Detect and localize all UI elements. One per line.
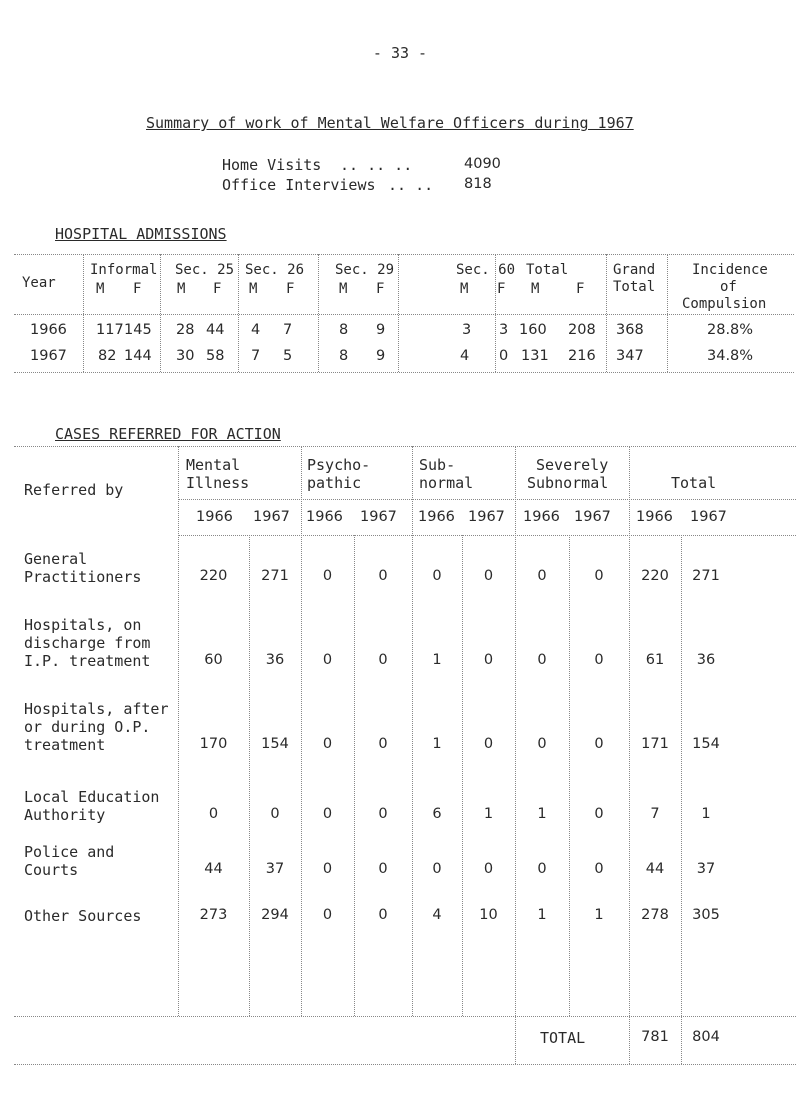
cell: 6 xyxy=(432,806,442,822)
header-compulsion: Compulsion xyxy=(682,296,767,312)
cell-year: 1966 xyxy=(30,322,67,338)
header-subnormal: Subnormal xyxy=(527,474,609,492)
cell: 216 xyxy=(568,348,596,364)
cell: 0 xyxy=(432,861,442,877)
row-label: Police and xyxy=(24,843,115,861)
row-label: Local Education xyxy=(24,788,160,806)
cell: 37 xyxy=(265,861,285,877)
column-rule xyxy=(83,254,84,372)
column-rule xyxy=(318,254,319,372)
column-rule xyxy=(354,535,355,1016)
row-label: Practitioners xyxy=(24,568,142,586)
cell: 61 xyxy=(645,652,665,668)
row-label: treatment xyxy=(24,736,106,754)
cell: 30 xyxy=(176,348,195,364)
cell-incidence: 34.8% xyxy=(707,348,754,364)
table-rule xyxy=(14,1016,796,1017)
header-incidence: Incidence xyxy=(692,262,768,278)
cell: 60 xyxy=(204,652,223,668)
header-m: M xyxy=(339,281,348,297)
cell: 8 xyxy=(339,322,349,338)
cell: 7 xyxy=(251,348,261,364)
column-rule xyxy=(569,535,570,1016)
total-1967: 804 xyxy=(692,1029,720,1045)
cell: 160 xyxy=(519,322,547,338)
header-year-1966: 1966 xyxy=(523,509,560,525)
header-year-1967: 1967 xyxy=(468,509,505,525)
office-interviews-dots: .. .. xyxy=(388,176,434,194)
cell: 1 xyxy=(537,806,547,822)
cell: 0 xyxy=(378,568,388,584)
table-rule xyxy=(14,446,796,447)
home-visits-dots: .. .. .. xyxy=(340,156,413,174)
cell: 170 xyxy=(199,736,228,752)
header-f: F xyxy=(376,281,385,297)
office-interviews-value: 818 xyxy=(464,176,492,192)
header-f: F xyxy=(497,281,506,297)
header-of: of xyxy=(720,279,737,295)
cell: 3 xyxy=(499,322,509,338)
cell: 1 xyxy=(483,806,494,822)
cell: 0 xyxy=(537,652,547,668)
header-severely: Severely xyxy=(536,456,609,474)
cell: 5 xyxy=(283,348,293,364)
header-year-1966: 1966 xyxy=(306,509,343,525)
column-rule xyxy=(249,535,250,1016)
cell: 0 xyxy=(378,652,388,668)
cell: 171 xyxy=(641,736,669,752)
home-visits-value: 4090 xyxy=(464,156,501,172)
office-interviews-label: Office Interviews xyxy=(222,176,376,194)
header-f: F xyxy=(286,281,295,297)
row-label: or during O.P. xyxy=(24,718,151,736)
cell-year: 1967 xyxy=(30,348,67,364)
column-rule xyxy=(412,446,413,1016)
column-rule xyxy=(301,446,302,1016)
cell: 0 xyxy=(537,861,547,877)
cell: 28 xyxy=(176,322,195,338)
cell: 271 xyxy=(692,568,720,584)
header-illness: Illness xyxy=(186,474,250,492)
header-year-1967: 1967 xyxy=(360,509,397,525)
cell: 7 xyxy=(283,322,293,338)
total-label: TOTAL xyxy=(540,1029,586,1047)
column-rule xyxy=(515,446,516,1064)
cell: 44 xyxy=(204,861,223,877)
header-m: M xyxy=(177,281,186,297)
cell: 0 xyxy=(378,806,388,822)
row-label: Hospitals, on xyxy=(24,616,142,634)
cell: 0 xyxy=(378,736,388,752)
header-sec25: Sec. 25 xyxy=(175,262,235,278)
cell: 36 xyxy=(696,652,716,668)
cell: 0 xyxy=(378,907,388,923)
cell: 0 xyxy=(432,568,442,584)
cell: 0 xyxy=(322,568,333,584)
row-label: discharge from xyxy=(24,634,151,652)
header-grand: Grand xyxy=(613,262,656,278)
cell: 305 xyxy=(692,907,720,923)
cell: 36 xyxy=(265,652,285,668)
header-psycho: Psycho- xyxy=(307,456,371,474)
column-rule xyxy=(606,254,607,372)
cell: 144 xyxy=(124,348,152,364)
header-year-1967: 1967 xyxy=(574,509,611,525)
header-grand-total: Total xyxy=(613,279,656,295)
cell: 58 xyxy=(206,348,225,364)
column-rule xyxy=(629,446,630,1064)
hospital-admissions-heading: HOSPITAL ADMISSIONS xyxy=(55,225,227,243)
header-m: M xyxy=(249,281,258,297)
column-rule xyxy=(667,254,668,372)
cell: 44 xyxy=(206,322,225,338)
cell: 0 xyxy=(322,806,333,822)
column-rule xyxy=(681,535,682,1064)
cell: 0 xyxy=(270,806,280,822)
cell: 37 xyxy=(696,861,716,877)
cell: 9 xyxy=(376,348,386,364)
cell: 4 xyxy=(460,348,470,364)
cell: 0 xyxy=(378,861,388,877)
header-f: F xyxy=(576,281,585,297)
cell: 154 xyxy=(692,736,720,752)
column-rule xyxy=(178,446,179,1016)
header-m: M xyxy=(531,281,540,297)
cell: 0 xyxy=(483,568,494,584)
cell: 145 xyxy=(124,322,152,338)
cell: 0 xyxy=(322,736,333,752)
cell: 1 xyxy=(594,907,604,923)
cell-grand-total: 368 xyxy=(616,322,644,338)
home-visits-label: Home Visits xyxy=(222,156,322,174)
cell: 10 xyxy=(479,907,498,923)
cell: 208 xyxy=(568,322,596,338)
cell: 3 xyxy=(462,322,472,338)
column-rule xyxy=(160,254,161,372)
header-referred-by: Referred by xyxy=(24,481,124,499)
cell: 273 xyxy=(199,907,228,923)
cell: 82 xyxy=(98,348,117,364)
header-f: F xyxy=(213,281,222,297)
column-rule xyxy=(462,535,463,1016)
cell: 271 xyxy=(261,568,289,584)
header-pathic: pathic xyxy=(307,474,362,492)
header-total: Total xyxy=(526,262,569,278)
header-m: M xyxy=(460,281,469,297)
header-year-1967: 1967 xyxy=(690,509,727,525)
table-rule xyxy=(14,254,794,255)
cell: 220 xyxy=(641,568,669,584)
cell: 131 xyxy=(521,348,549,364)
page-number: - 33 - xyxy=(372,44,428,62)
cell: 0 xyxy=(483,861,494,877)
header-year: Year xyxy=(22,275,56,291)
table-rule xyxy=(178,499,796,500)
cell-grand-total: 347 xyxy=(616,348,644,364)
cell-incidence: 28.8% xyxy=(707,322,754,338)
cell: 278 xyxy=(641,907,669,923)
header-normal: normal xyxy=(419,474,474,492)
cell: 220 xyxy=(199,568,228,584)
cell: 0 xyxy=(537,568,547,584)
header-f: F xyxy=(133,281,142,297)
table-rule xyxy=(178,535,796,536)
page-title: Summary of work of Mental Welfare Officers during 1967 xyxy=(146,114,634,132)
cell: 1 xyxy=(432,736,442,752)
cell: 44 xyxy=(645,861,665,877)
row-label: Authority xyxy=(24,806,106,824)
header-informal: Informal xyxy=(90,262,158,278)
cell: 0 xyxy=(483,652,494,668)
cell: 1 xyxy=(432,652,442,668)
header-total: Total xyxy=(671,474,717,492)
cell: 0 xyxy=(594,736,604,752)
cell: 0 xyxy=(322,652,333,668)
cell: 7 xyxy=(650,806,660,822)
cell: 117 xyxy=(96,322,124,338)
cell: 0 xyxy=(208,806,219,822)
cell: 154 xyxy=(261,736,289,752)
total-1966: 781 xyxy=(641,1029,669,1045)
cell: 0 xyxy=(594,652,604,668)
row-label: I.P. treatment xyxy=(24,652,151,670)
row-label: Hospitals, after xyxy=(24,700,169,718)
header-year-1967: 1967 xyxy=(253,509,290,525)
cell: 1 xyxy=(537,907,547,923)
cell: 1 xyxy=(701,806,711,822)
cases-referred-heading: CASES REFERRED FOR ACTION xyxy=(55,425,281,443)
table-rule xyxy=(14,372,794,373)
cell: 0 xyxy=(499,348,509,364)
cell: 4 xyxy=(432,907,442,923)
row-label: General xyxy=(24,550,88,568)
header-year-1966: 1966 xyxy=(636,509,673,525)
cell: 0 xyxy=(537,736,547,752)
cell: 0 xyxy=(594,861,604,877)
cell: 0 xyxy=(594,568,604,584)
cell: 9 xyxy=(376,322,386,338)
cell: 0 xyxy=(594,806,604,822)
header-mental: Mental xyxy=(186,456,241,474)
column-rule xyxy=(398,254,399,372)
header-sub: Sub- xyxy=(419,456,456,474)
cell: 4 xyxy=(251,322,261,338)
cell: 0 xyxy=(322,861,333,877)
header-m: M xyxy=(96,281,105,297)
header-sec26: Sec. 26 xyxy=(245,262,305,278)
header-sec29: Sec. 29 xyxy=(335,262,395,278)
cell: 8 xyxy=(339,348,349,364)
cell: 0 xyxy=(322,907,333,923)
header-year-1966: 1966 xyxy=(418,509,455,525)
cell: 0 xyxy=(483,736,494,752)
cell: 294 xyxy=(261,907,289,923)
row-label: Other Sources xyxy=(24,907,142,925)
column-rule xyxy=(238,254,239,372)
header-year-1966: 1966 xyxy=(196,509,233,525)
header-sec60: Sec. 60 xyxy=(456,262,516,278)
table-rule xyxy=(14,1064,796,1065)
table-rule xyxy=(14,314,794,315)
row-label: Courts xyxy=(24,861,79,879)
